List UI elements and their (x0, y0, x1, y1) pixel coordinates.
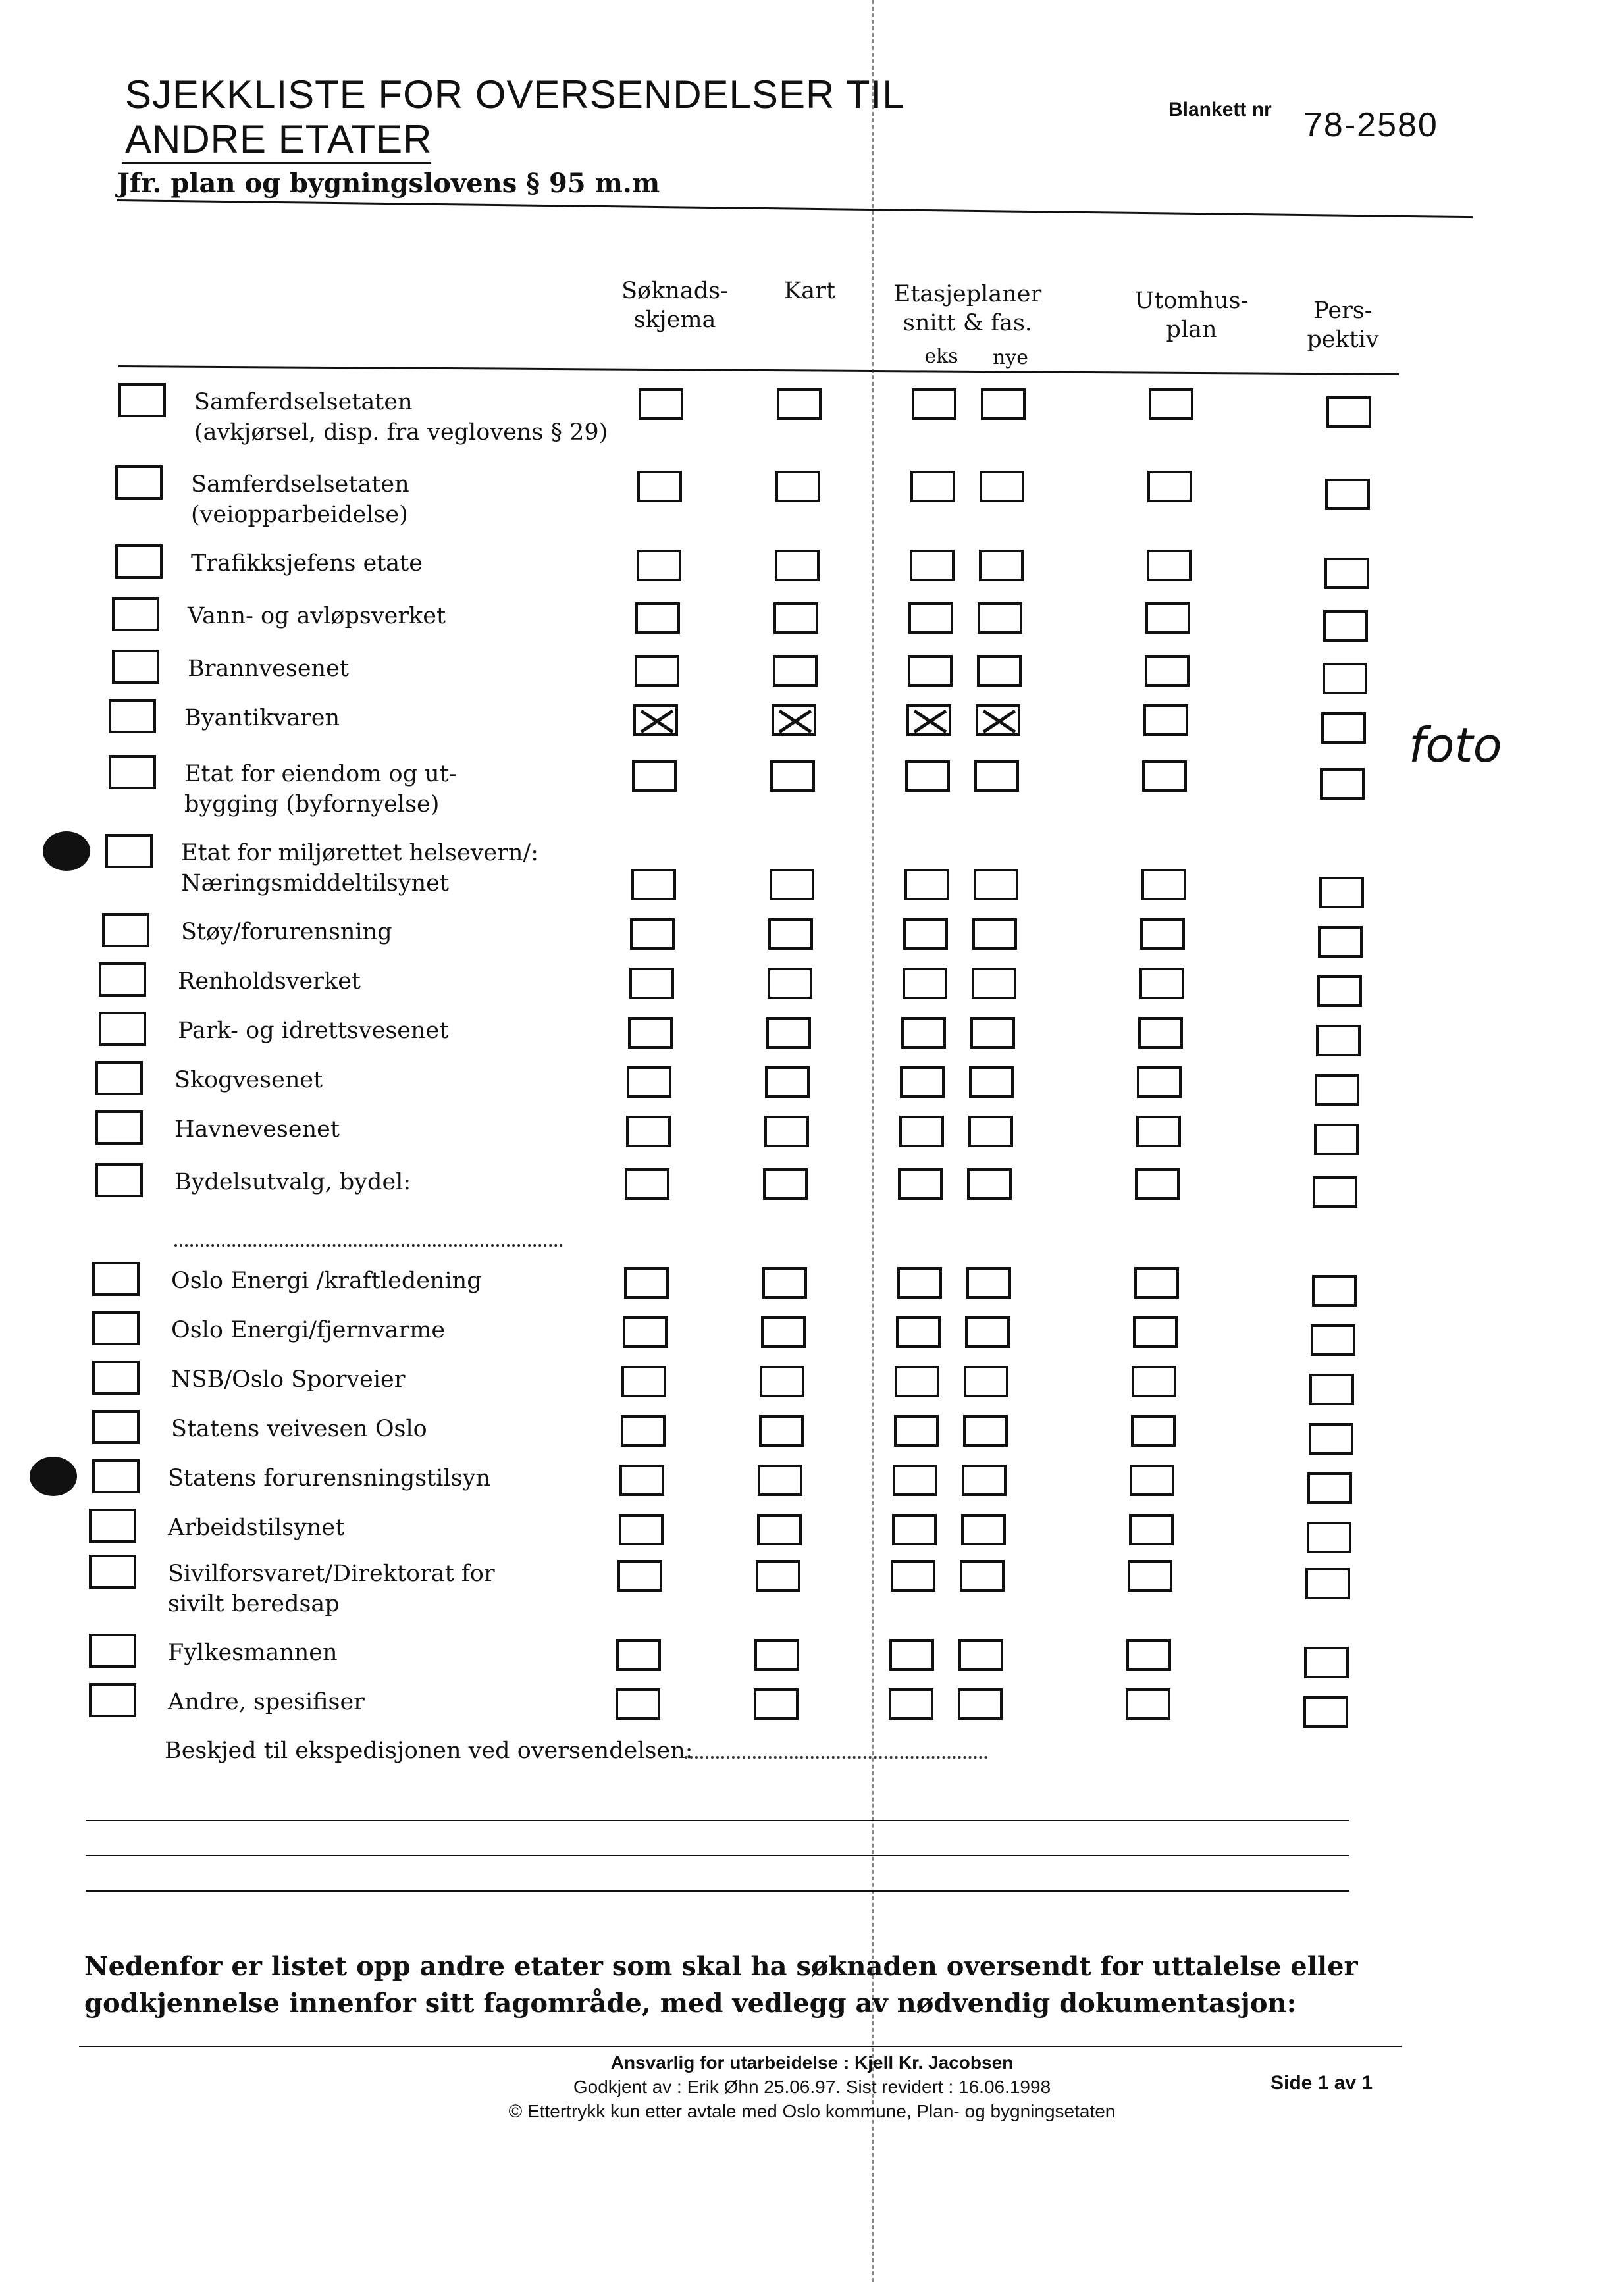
col-etasje-nye: nye (992, 346, 1029, 369)
checkbox-col-6[interactable] (1323, 610, 1368, 642)
checkbox-col-2[interactable] (758, 1465, 802, 1496)
punch-hole-mark (43, 831, 90, 871)
checkbox-col-1[interactable] (630, 918, 675, 950)
row-label-line1: NSB/Oslo Sporveier (171, 1366, 406, 1393)
checkbox-col-6[interactable] (1312, 1275, 1357, 1307)
checkbox-col-5[interactable] (1128, 1560, 1172, 1592)
checkbox-col-5[interactable] (1147, 471, 1192, 502)
checkbox-col-2[interactable] (773, 655, 818, 687)
footer-copyright: © Ettertrykk kun etter avtale med Oslo kommune, Plan- og bygningsetaten (508, 2101, 1116, 2121)
col-soknad-header (602, 276, 747, 334)
row-label (181, 917, 392, 947)
row-label (184, 703, 340, 733)
row-select-checkbox[interactable] (115, 544, 163, 579)
row-label (168, 1638, 338, 1668)
checkbox-col-6[interactable] (1313, 1176, 1357, 1208)
checkbox-col-1[interactable] (633, 704, 678, 736)
checkbox-col-6[interactable] (1326, 396, 1371, 428)
checkbox-col-6[interactable] (1324, 558, 1369, 589)
checkbox-col-1[interactable] (619, 1514, 664, 1545)
checkbox-col-4[interactable] (967, 1168, 1012, 1200)
row-select-checkbox[interactable] (112, 650, 159, 684)
checkbox-col-1[interactable] (621, 1366, 666, 1397)
checkbox-col-6[interactable] (1304, 1647, 1349, 1678)
column-header-rule (118, 365, 1399, 375)
checkbox-col-5[interactable] (1136, 1116, 1181, 1147)
row-label-line1: Statens forurensningstilsyn (168, 1465, 490, 1491)
row-label-line1: Park- og idrettsvesenet (178, 1018, 449, 1044)
row-label-line1: Støy/forurensning (181, 919, 392, 945)
document-subtitle: Jfr. plan og bygningslovens § 95 m.m (117, 168, 660, 199)
checkbox-col-3[interactable] (904, 869, 949, 900)
cross-mark-icon (912, 708, 949, 735)
footer-approved: Godkjent av : Erik Øhn 25.06.97. Sist revidert : 16.06.1998 (573, 2077, 1051, 2097)
row-label (171, 1266, 482, 1296)
col-perspektiv-header (1287, 296, 1399, 354)
checkbox-col-1[interactable] (629, 968, 674, 999)
row-label (191, 548, 423, 579)
checkbox-col-3[interactable] (897, 1267, 942, 1299)
row-label (174, 1065, 323, 1095)
checkbox-col-3[interactable] (901, 1017, 946, 1049)
row-label-line1: Skogvesenet (174, 1067, 323, 1093)
row-select-checkbox[interactable] (92, 1410, 140, 1444)
blank-line-1[interactable] (86, 1820, 1349, 1821)
checkbox-col-2[interactable] (757, 1514, 802, 1545)
row-label-line1: Samferdselsetaten (194, 389, 413, 415)
checkbox-col-4[interactable] (974, 869, 1018, 900)
row-label-line1: Andre, spesifiser (168, 1689, 365, 1715)
title-underline (122, 162, 431, 164)
instruction-note: Nedenfor er listet opp andre etater som skal ha søknaden oversendt for uttalelse eller godkjennelse innenfor sitt fagområde, med vedlegg av nødvendig dokumentasjon: (84, 1951, 1358, 2019)
row-select-checkbox[interactable] (92, 1262, 140, 1296)
checkbox-col-5[interactable] (1132, 1366, 1176, 1397)
checkbox-col-4[interactable] (974, 760, 1019, 792)
cross-mark-icon (639, 708, 675, 735)
checkbox-col-4[interactable] (972, 918, 1017, 950)
checkbox-col-4[interactable] (966, 1267, 1011, 1299)
checkbox-col-6[interactable] (1316, 1025, 1361, 1056)
row-label (184, 759, 457, 819)
blankett-number: 78-2580 (1303, 106, 1438, 144)
section-separator (174, 1244, 563, 1247)
checkbox-col-6[interactable] (1318, 926, 1363, 958)
checkbox-col-2[interactable] (772, 704, 816, 736)
row-label-line1: Vann- og avløpsverket (188, 603, 446, 629)
checkbox-col-1[interactable] (624, 1267, 669, 1299)
row-label (171, 1315, 445, 1345)
checkbox-col-4[interactable] (961, 1514, 1006, 1545)
row-label (188, 654, 349, 684)
checkbox-col-2[interactable] (768, 968, 812, 999)
checkbox-col-3[interactable] (899, 1116, 944, 1147)
checkbox-col-1[interactable] (627, 1066, 671, 1098)
checkbox-col-5[interactable] (1142, 760, 1187, 792)
row-select-checkbox[interactable] (118, 383, 166, 417)
row-label-line1: Etat for miljørettet helsevern/: (181, 840, 538, 866)
beskjed-label: Beskjed til ekspedisjonen ved oversendelsen: (165, 1738, 693, 1764)
checkbox-col-6[interactable] (1307, 1472, 1352, 1504)
checkbox-col-4[interactable] (977, 655, 1022, 687)
checkbox-col-3[interactable] (889, 1639, 934, 1671)
checkbox-col-2[interactable] (762, 1267, 807, 1299)
row-select-checkbox[interactable] (92, 1311, 140, 1345)
checkbox-col-4[interactable] (969, 1066, 1014, 1098)
checkbox-col-5[interactable] (1140, 918, 1185, 950)
col-utomhus-line2: plan (1166, 317, 1217, 343)
checkbox-col-6[interactable] (1305, 1568, 1350, 1599)
row-label (178, 1016, 448, 1046)
checkbox-col-5[interactable] (1131, 1415, 1176, 1447)
row-select-checkbox[interactable] (99, 962, 146, 997)
row-select-checkbox[interactable] (95, 1110, 143, 1145)
checkbox-col-5[interactable] (1141, 869, 1186, 900)
blank-line-3[interactable] (86, 1890, 1349, 1892)
checkbox-col-5[interactable] (1139, 968, 1184, 999)
checkbox-col-5[interactable] (1147, 550, 1192, 581)
col-utomhus-header (1116, 286, 1267, 344)
checkbox-col-1[interactable] (635, 602, 680, 634)
page-number: Side 1 av 1 (1270, 2072, 1373, 2094)
checkbox-col-3[interactable] (905, 760, 950, 792)
checkbox-col-5[interactable] (1149, 388, 1193, 420)
checkbox-col-1[interactable] (631, 869, 676, 900)
row-select-checkbox[interactable] (89, 1634, 136, 1668)
checkbox-col-1[interactable] (632, 760, 677, 792)
checkbox-col-5[interactable] (1134, 1267, 1179, 1299)
checkbox-col-4[interactable] (972, 968, 1016, 999)
checkbox-col-6[interactable] (1303, 1696, 1348, 1728)
checkbox-col-1[interactable] (635, 655, 679, 687)
checkbox-col-5[interactable] (1138, 1017, 1183, 1049)
row-label-line1: Samferdselsetaten (191, 471, 409, 498)
checkbox-col-3[interactable] (910, 550, 955, 581)
checkbox-col-4[interactable] (958, 1639, 1003, 1671)
beskjed-fill-line[interactable] (685, 1756, 987, 1759)
row-label (191, 469, 409, 530)
checkbox-col-4[interactable] (964, 1366, 1008, 1397)
row-select-checkbox[interactable] (105, 834, 153, 868)
row-label (178, 966, 361, 997)
row-label (181, 838, 538, 898)
checkbox-col-3[interactable] (895, 1366, 939, 1397)
checkbox-col-4[interactable] (970, 1017, 1015, 1049)
checkbox-col-5[interactable] (1129, 1514, 1174, 1545)
checkbox-col-3[interactable] (898, 1168, 943, 1200)
checkbox-col-3[interactable] (891, 1560, 935, 1592)
checkbox-col-2[interactable] (775, 471, 820, 502)
checkbox-col-4[interactable] (958, 1688, 1003, 1720)
checkbox-col-3[interactable] (908, 602, 953, 634)
cross-mark-icon (981, 708, 1018, 735)
row-label-line1: Etat for eiendom og ut- (184, 761, 457, 787)
row-label-line1: Renholdsverket (178, 968, 361, 995)
checkbox-col-5[interactable] (1135, 1168, 1180, 1200)
col-etasje-eks: eks (924, 345, 958, 368)
checkbox-col-2[interactable] (764, 1116, 809, 1147)
row-label-line1: Arbeidstilsynet (168, 1515, 345, 1541)
col-etasje-header (882, 280, 1053, 338)
title-line-1: SJEKKLISTE FOR OVERSENDELSER TIL (125, 72, 905, 117)
row-select-checkbox[interactable] (99, 1012, 146, 1046)
checkbox-col-4[interactable] (976, 704, 1020, 736)
checkbox-col-4[interactable] (968, 1116, 1013, 1147)
row-select-checkbox[interactable] (89, 1683, 136, 1717)
checkbox-col-6[interactable] (1314, 1124, 1359, 1155)
checkbox-col-2[interactable] (754, 1639, 799, 1671)
row-label (171, 1414, 427, 1444)
blankett-label: Blankett nr (1168, 99, 1272, 120)
checkbox-col-3[interactable] (896, 1316, 941, 1348)
blank-line-2[interactable] (86, 1855, 1349, 1856)
checkbox-col-2[interactable] (759, 1415, 804, 1447)
row-select-checkbox[interactable] (89, 1509, 136, 1543)
checkbox-col-6[interactable] (1320, 768, 1365, 800)
header-rule (117, 199, 1473, 218)
footer-rule (79, 2046, 1402, 2047)
row-label (171, 1364, 405, 1395)
row-label-line1: Byantikvaren (184, 705, 340, 731)
checkbox-col-1[interactable] (639, 388, 683, 420)
checkbox-col-2[interactable] (761, 1316, 806, 1348)
checkbox-col-2[interactable] (770, 869, 814, 900)
row-label (168, 1687, 365, 1717)
checkbox-col-4[interactable] (978, 602, 1022, 634)
checkbox-col-3[interactable] (892, 1514, 937, 1545)
cross-mark-icon (777, 708, 814, 735)
checkbox-col-2[interactable] (760, 1366, 804, 1397)
col-perspektiv-line1: Pers- (1313, 298, 1373, 324)
checkbox-col-2[interactable] (777, 388, 822, 420)
checkbox-col-2[interactable] (770, 760, 815, 792)
checkbox-col-1[interactable] (616, 1639, 661, 1671)
row-select-checkbox[interactable] (112, 597, 159, 631)
checkbox-col-2[interactable] (754, 1688, 799, 1720)
checkbox-col-5[interactable] (1130, 1465, 1174, 1496)
col-soknad-line2: skjema (633, 307, 716, 333)
checkbox-col-3[interactable] (903, 968, 947, 999)
checkbox-col-5[interactable] (1143, 704, 1188, 736)
checkbox-col-4[interactable] (979, 550, 1024, 581)
row-label-line1: Oslo Energi/fjernvarme (171, 1317, 446, 1343)
checkbox-col-4[interactable] (965, 1316, 1010, 1348)
col-kart-header: Kart (784, 278, 835, 304)
checkbox-col-5[interactable] (1126, 1688, 1170, 1720)
col-etasje-line1: Etasjeplaner (893, 281, 1042, 307)
checkbox-col-3[interactable] (903, 918, 948, 950)
checkbox-col-4[interactable] (963, 1415, 1008, 1447)
checkbox-col-2[interactable] (768, 918, 813, 950)
row-label (194, 387, 608, 448)
title-line-2: ANDRE ETATER (125, 117, 432, 161)
checkbox-col-6[interactable] (1319, 877, 1364, 908)
row-label (168, 1463, 490, 1493)
row-select-checkbox[interactable] (95, 1061, 143, 1095)
col-perspektiv-line2: pektiv (1307, 326, 1379, 353)
row-label-line1: Fylkesmannen (168, 1640, 338, 1666)
checkbox-col-2[interactable] (773, 602, 818, 634)
footer-responsible: Ansvarlig for utarbeidelse : Kjell Kr. Jacobsen (610, 2052, 1014, 2073)
row-label-line1: Havnevesenet (174, 1116, 340, 1143)
row-select-checkbox[interactable] (92, 1459, 140, 1493)
row-label (168, 1513, 344, 1543)
row-label-line2: Næringsmiddeltilsynet (181, 870, 449, 896)
checkbox-col-1[interactable] (617, 1560, 662, 1592)
checkbox-col-1[interactable] (625, 1168, 669, 1200)
checkbox-col-1[interactable] (637, 471, 682, 502)
row-label-line2: (veiopparbeidelse) (191, 502, 408, 528)
row-label-line1: Statens veivesen Oslo (171, 1416, 427, 1442)
checkbox-col-4[interactable] (962, 1465, 1007, 1496)
row-label-line1: Brannvesenet (188, 656, 349, 682)
col-etasje-line2: snitt & fas. (903, 310, 1033, 336)
row-label (174, 1114, 340, 1145)
row-select-checkbox[interactable] (109, 699, 156, 733)
checkbox-col-2[interactable] (756, 1560, 800, 1592)
row-label (188, 601, 446, 631)
checkbox-col-6[interactable] (1321, 712, 1366, 744)
checkbox-col-2[interactable] (765, 1066, 810, 1098)
checkbox-col-2[interactable] (763, 1168, 808, 1200)
document-title (125, 72, 905, 162)
row-select-checkbox[interactable] (102, 913, 149, 947)
checkbox-col-2[interactable] (766, 1017, 811, 1049)
checkbox-col-1[interactable] (626, 1116, 671, 1147)
row-label-line1: Trafikksjefens etate (191, 550, 423, 577)
row-label-line2: (avkjørsel, disp. fra veglovens § 29) (194, 419, 608, 446)
checkbox-col-6[interactable] (1325, 479, 1370, 510)
row-select-checkbox[interactable] (92, 1361, 140, 1395)
checkbox-col-1[interactable] (637, 550, 681, 581)
row-label-line1: Oslo Energi /kraftledening (171, 1268, 482, 1294)
checkbox-col-6[interactable] (1317, 975, 1362, 1007)
row-label (168, 1559, 495, 1619)
row-label (174, 1167, 411, 1197)
checkbox-col-3[interactable] (889, 1688, 933, 1720)
checkbox-col-5[interactable] (1137, 1066, 1182, 1098)
checkbox-col-3[interactable] (894, 1415, 939, 1447)
checkbox-col-3[interactable] (906, 704, 951, 736)
checkbox-col-5[interactable] (1133, 1316, 1178, 1348)
checkbox-col-3[interactable] (910, 471, 955, 502)
checkbox-col-6[interactable] (1315, 1074, 1359, 1106)
handwritten-foto-note: foto (1409, 717, 1502, 773)
row-select-checkbox[interactable] (109, 755, 156, 789)
checkbox-col-1[interactable] (623, 1316, 668, 1348)
row-select-checkbox[interactable] (89, 1555, 136, 1589)
checkbox-col-4[interactable] (980, 471, 1024, 502)
row-select-checkbox[interactable] (115, 465, 163, 500)
checkbox-col-6[interactable] (1307, 1522, 1351, 1553)
checkbox-col-5[interactable] (1126, 1639, 1171, 1671)
checkbox-col-3[interactable] (908, 655, 953, 687)
punch-hole-mark (30, 1457, 77, 1496)
row-label-line2: sivilt beredsap (168, 1591, 340, 1617)
checkbox-col-4[interactable] (960, 1560, 1005, 1592)
checkbox-col-6[interactable] (1309, 1374, 1354, 1405)
checkbox-col-1[interactable] (621, 1415, 666, 1447)
checkbox-col-3[interactable] (900, 1066, 945, 1098)
col-utomhus-line1: Utomhus- (1134, 288, 1249, 314)
checkbox-col-5[interactable] (1145, 602, 1190, 634)
checkbox-col-1[interactable] (628, 1017, 673, 1049)
checkbox-col-5[interactable] (1145, 655, 1190, 687)
checkbox-col-6[interactable] (1311, 1324, 1355, 1356)
checkbox-col-3[interactable] (893, 1465, 937, 1496)
checkbox-col-6[interactable] (1323, 663, 1367, 694)
row-label-line2: bygging (byfornyelse) (184, 791, 440, 817)
checkbox-col-1[interactable] (616, 1688, 660, 1720)
checkbox-col-3[interactable] (912, 388, 956, 420)
checkbox-col-1[interactable] (619, 1465, 664, 1496)
row-label-line1: Sivilforsvaret/Direktorat for (168, 1561, 495, 1587)
checkbox-col-6[interactable] (1309, 1423, 1353, 1455)
col-soknad-line1: Søknads- (621, 278, 728, 304)
row-select-checkbox[interactable] (95, 1163, 143, 1197)
fold-line (872, 0, 874, 2282)
row-label-line1: Bydelsutvalg, bydel: (174, 1169, 411, 1195)
checkbox-col-4[interactable] (981, 388, 1026, 420)
checkbox-col-2[interactable] (775, 550, 820, 581)
